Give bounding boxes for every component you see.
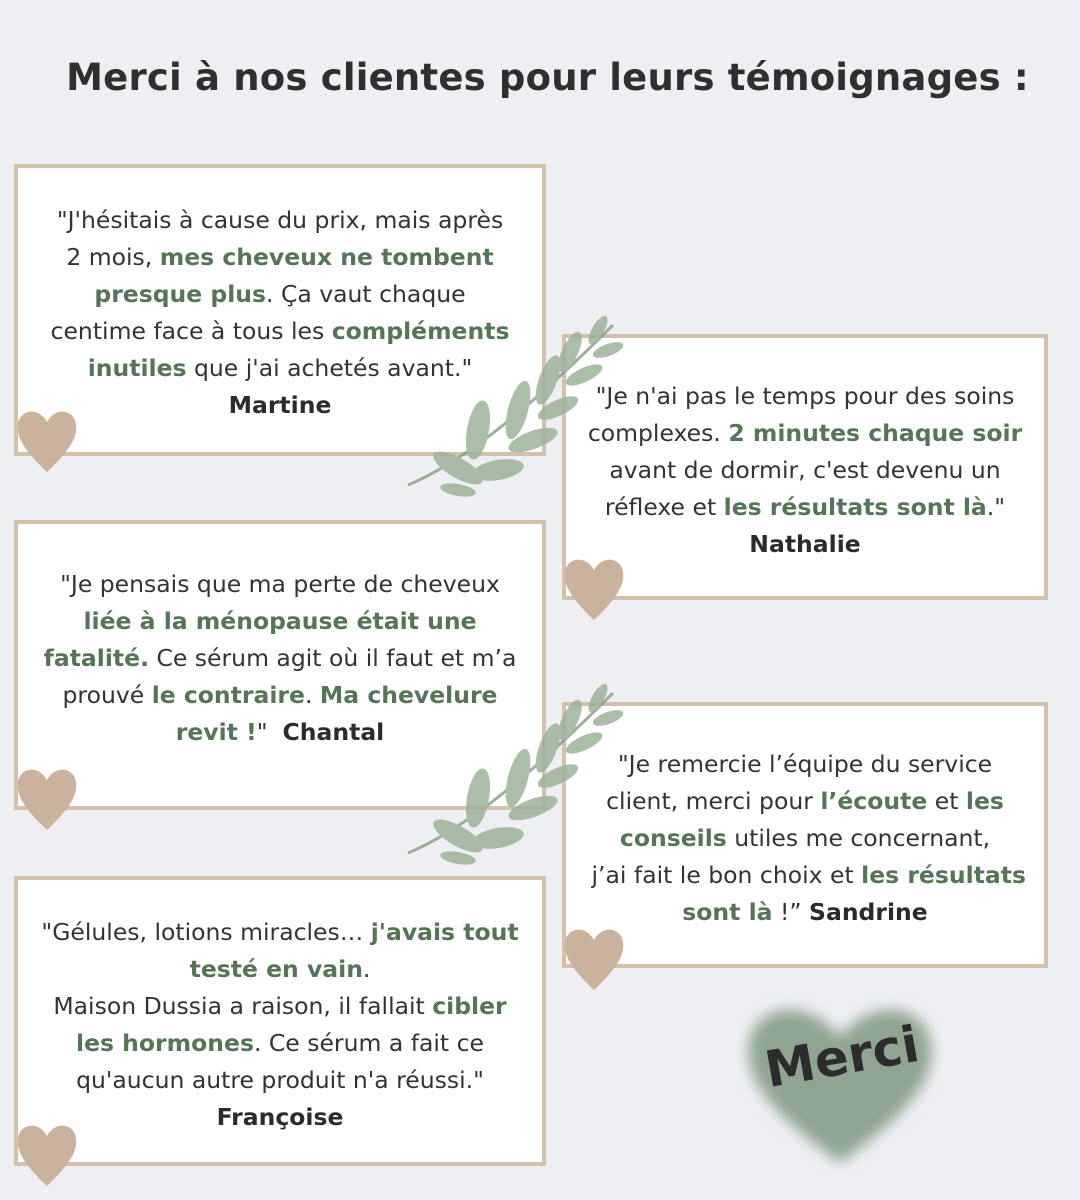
highlight-text: le contraire xyxy=(151,681,305,709)
author-name: Nathalie xyxy=(749,530,861,558)
highlight-text: fatalité. xyxy=(43,644,149,672)
quote-text: "Je pensais que ma perte de cheveux xyxy=(60,570,500,598)
highlight-text: liée à la ménopause était une xyxy=(83,607,477,635)
quote-line xyxy=(566,526,1044,563)
quote-line xyxy=(566,378,1044,415)
author-name: Sandrine xyxy=(809,898,928,926)
quote-text: . xyxy=(304,681,320,709)
highlight-text: les résultats xyxy=(861,861,1026,889)
quote-text: "J'hésitais à cause du prix, mais après xyxy=(56,206,504,234)
quote-text: . Ça vaut chaque xyxy=(266,280,466,308)
highlight-text: revit ! xyxy=(175,718,257,746)
quote-text: "Je remercie l’équipe du service xyxy=(617,750,993,778)
highlight-text: les hormones xyxy=(76,1029,254,1057)
quote-line xyxy=(18,988,542,1025)
quote-text: avant de dormir, c'est devenu un xyxy=(609,456,1001,484)
quote-line xyxy=(18,603,542,640)
highlight-text: inutiles xyxy=(87,354,187,382)
highlight-text: j'avais tout xyxy=(370,918,519,946)
quote-line xyxy=(18,1062,542,1099)
highlight-text: testé en vain xyxy=(189,955,363,983)
testimonial-card-sandrine xyxy=(562,702,1048,968)
testimonial-text xyxy=(18,914,542,1136)
author-name: Françoise xyxy=(216,1103,344,1131)
quote-text: qu'aucun autre produit n'a réussi." xyxy=(76,1066,484,1094)
highlight-text: mes cheveux ne tombent xyxy=(159,243,494,271)
quote-text: réflexe et xyxy=(604,493,724,521)
quote-text: "Je n'ai pas le temps pour des soins xyxy=(595,382,1015,410)
quote-line xyxy=(18,566,542,603)
quote-text: utiles me concernant, xyxy=(726,824,991,852)
quote-line xyxy=(566,783,1044,820)
heart-icon xyxy=(16,404,78,474)
heart-icon xyxy=(16,762,78,832)
quote-text: Maison Dussia a raison, il fallait xyxy=(53,992,433,1020)
quote-line xyxy=(18,1025,542,1062)
quote-line xyxy=(18,914,542,951)
leaf-branch-icon xyxy=(398,668,630,878)
leaf-branch-icon xyxy=(398,300,630,510)
quote-text: Ce sérum agit où il faut et m’a xyxy=(149,644,517,672)
quote-text: prouvé xyxy=(62,681,152,709)
quote-text: . xyxy=(362,955,371,983)
page-title: Merci à nos clientes pour leurs témoignages : xyxy=(66,56,1029,99)
highlight-text: Ma chevelure xyxy=(319,681,498,709)
quote-line xyxy=(566,857,1044,894)
quote-text: !” xyxy=(772,898,810,926)
highlight-text: l’écoute xyxy=(820,787,928,815)
testimonial-text xyxy=(566,378,1044,563)
quote-line xyxy=(18,1099,542,1136)
quote-text: " xyxy=(256,718,283,746)
author-name: Martine xyxy=(228,391,332,419)
testimonial-card-francoise xyxy=(14,876,546,1166)
heart-icon xyxy=(563,552,625,622)
quote-line xyxy=(18,239,542,276)
highlight-text: presque plus xyxy=(94,280,266,308)
highlight-text: les xyxy=(965,787,1004,815)
quote-text: complexes. xyxy=(587,419,729,447)
quote-text: et xyxy=(927,787,966,815)
highlight-text: les résultats sont là xyxy=(723,493,987,521)
highlight-text: 2 minutes chaque soir xyxy=(728,419,1023,447)
quote-text: j’ai fait le bon choix et xyxy=(584,861,862,889)
quote-line xyxy=(566,415,1044,452)
quote-text: client, merci pour xyxy=(606,787,821,815)
heart-icon xyxy=(563,922,625,992)
quote-line xyxy=(566,894,1044,931)
author-name: Chantal xyxy=(282,718,385,746)
quote-text: que j'ai achetés avant." xyxy=(186,354,473,382)
quote-text: . Ce sérum a fait ce xyxy=(253,1029,484,1057)
merci-badge-text: Merci xyxy=(760,1014,924,1100)
heart-icon xyxy=(16,1118,78,1188)
highlight-text: sont là xyxy=(682,898,773,926)
quote-text: centime face à tous les xyxy=(50,317,332,345)
quote-line xyxy=(566,489,1044,526)
testimonial-text xyxy=(566,746,1044,931)
highlight-text: compléments xyxy=(331,317,510,345)
quote-line xyxy=(566,746,1044,783)
quote-line xyxy=(18,951,542,988)
quote-text: ." xyxy=(986,493,1006,521)
highlight-text: cibler xyxy=(432,992,507,1020)
highlight-text: conseils xyxy=(619,824,727,852)
quote-line xyxy=(18,202,542,239)
quote-text: 2 mois, xyxy=(66,243,160,271)
quote-line xyxy=(566,820,1044,857)
quote-line xyxy=(566,452,1044,489)
testimonial-card-nathalie xyxy=(562,334,1048,600)
quote-text: "Gélules, lotions miracles… xyxy=(41,918,371,946)
